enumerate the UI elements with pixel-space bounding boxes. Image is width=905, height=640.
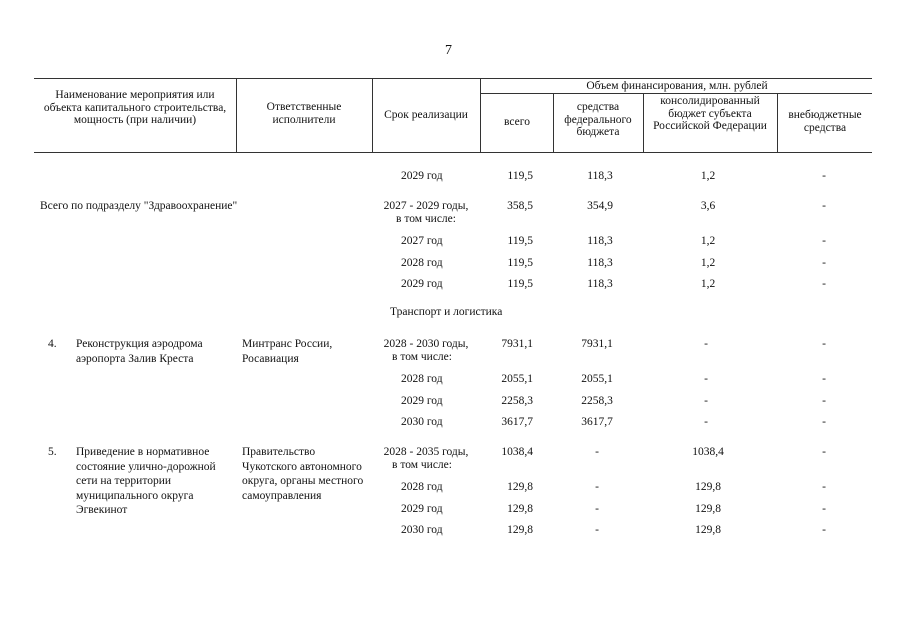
col-divider: [480, 78, 481, 153]
federal-cell: 118,3: [587, 257, 613, 269]
period-cell: 2028 год: [401, 257, 443, 269]
total-cell: 7931,1: [501, 338, 533, 350]
col-divider: [236, 78, 237, 153]
extra-cell: -: [822, 395, 826, 407]
federal-cell: 118,3: [587, 170, 613, 182]
regional-cell: -: [704, 373, 708, 385]
period-cell-note: в том числе:: [392, 459, 452, 471]
funding-subheader-line: [480, 93, 872, 94]
federal-cell: 2055,1: [581, 373, 613, 385]
total-cell: 119,5: [507, 235, 533, 247]
regional-cell: 129,8: [695, 503, 721, 515]
regional-cell: 1,2: [700, 257, 716, 269]
federal-cell: 354,9: [587, 200, 613, 212]
item-executors: Правительство Чукотского автономного округа, органы местного самоуправления: [242, 446, 364, 502]
period-cell: 2030 год: [401, 524, 443, 536]
total-cell: 119,5: [507, 170, 533, 182]
extra-cell: -: [822, 481, 826, 493]
period-cell: 2028 - 2030 годы,: [383, 338, 469, 350]
header-extra: внебюджетные средства: [788, 109, 862, 134]
regional-cell: 1038,4: [692, 446, 724, 458]
period-cell: 2027 - 2029 годы,: [383, 200, 469, 212]
period-cell: 2027 год: [401, 235, 443, 247]
federal-cell: 2258,3: [581, 395, 613, 407]
period-cell: 2028 год: [401, 373, 443, 385]
regional-cell: 3,6: [700, 200, 716, 212]
regional-cell: 1,2: [700, 278, 716, 290]
period-cell: 2028 - 2035 годы,: [383, 446, 469, 458]
regional-cell: 1,2: [700, 170, 716, 182]
header-period: Срок реализации: [384, 109, 468, 121]
extra-cell: -: [822, 373, 826, 385]
period-cell: 2029 год: [401, 170, 443, 182]
header-funding: Объем финансирования, млн. рублей: [586, 80, 768, 92]
period-cell: 2030 год: [401, 416, 443, 428]
extra-cell: -: [822, 257, 826, 269]
extra-cell: -: [822, 416, 826, 428]
federal-cell: 118,3: [587, 278, 613, 290]
col-divider: [553, 93, 554, 153]
header-federal: средства федерального бюджета: [564, 101, 632, 138]
total-cell: 129,8: [507, 503, 533, 515]
item-number: 5.: [48, 446, 57, 458]
item-number: 4.: [48, 338, 57, 350]
total-cell: 2055,1: [501, 373, 533, 385]
extra-cell: -: [822, 524, 826, 536]
item-executors: Минтранс России, Росавиация: [242, 338, 333, 365]
federal-cell: 118,3: [587, 235, 613, 247]
header-total: всего: [504, 116, 530, 128]
header-name: Наименование мероприятия или объекта капитального строительства, мощность (при наличии): [43, 89, 227, 126]
regional-cell: -: [704, 338, 708, 350]
period-cell: 2029 год: [401, 278, 443, 290]
federal-cell: -: [595, 503, 599, 515]
col-divider: [643, 93, 644, 153]
period-cell-note: в том числе:: [392, 351, 452, 363]
federal-cell: -: [595, 446, 599, 458]
page-number: 7: [445, 43, 452, 58]
regional-cell: 1,2: [700, 235, 716, 247]
regional-cell: 129,8: [695, 481, 721, 493]
federal-cell: -: [595, 481, 599, 493]
total-cell: 1038,4: [501, 446, 533, 458]
total-cell: 358,5: [507, 200, 533, 212]
item-name: Приведение в нормативное состояние улично-дорожной сети на территории муниципального округа Эгвекинот: [76, 446, 216, 516]
extra-cell: -: [822, 338, 826, 350]
regional-cell: -: [704, 395, 708, 407]
header-bottom-line: [34, 152, 872, 153]
col-divider: [372, 78, 373, 153]
period-cell-note: в том числе:: [396, 213, 456, 225]
period-cell: 2029 год: [401, 395, 443, 407]
federal-cell: 7931,1: [581, 338, 613, 350]
header-regional: консолидированный бюджет субъекта Российской Федерации: [653, 95, 767, 132]
regional-cell: -: [704, 416, 708, 428]
extra-cell: -: [822, 235, 826, 247]
total-cell: 129,8: [507, 524, 533, 536]
period-cell: 2029 год: [401, 503, 443, 515]
section-heading: Транспорт и логистика: [390, 306, 503, 318]
header-executors: Ответственные исполнители: [266, 101, 342, 126]
extra-cell: -: [822, 503, 826, 515]
item-name: Реконструкция аэродрома аэропорта Залив Креста: [76, 338, 203, 365]
col-divider: [777, 93, 778, 153]
total-cell: 119,5: [507, 257, 533, 269]
header-top-line: [34, 78, 872, 79]
federal-cell: 3617,7: [581, 416, 613, 428]
total-cell: 129,8: [507, 481, 533, 493]
extra-cell: -: [822, 200, 826, 212]
regional-cell: 129,8: [695, 524, 721, 536]
extra-cell: -: [822, 278, 826, 290]
period-cell: 2028 год: [401, 481, 443, 493]
subtotal-label: Всего по подразделу "Здравоохранение": [40, 200, 238, 212]
total-cell: 119,5: [507, 278, 533, 290]
federal-cell: -: [595, 524, 599, 536]
extra-cell: -: [822, 446, 826, 458]
extra-cell: -: [822, 170, 826, 182]
total-cell: 3617,7: [501, 416, 533, 428]
total-cell: 2258,3: [501, 395, 533, 407]
